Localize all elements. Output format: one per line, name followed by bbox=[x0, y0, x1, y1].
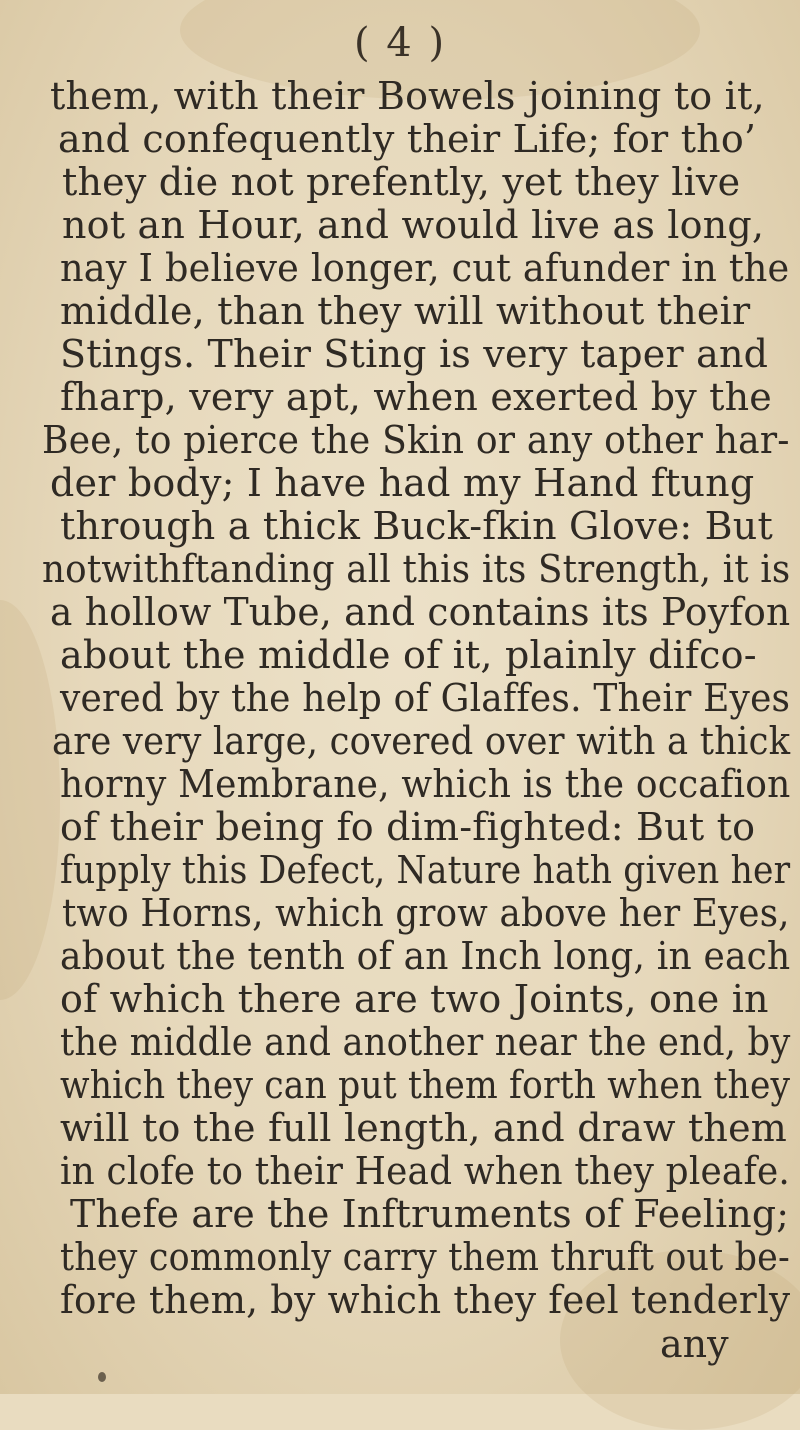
catchword: any bbox=[660, 1322, 729, 1366]
text-line: through a thick Buck-fkin Glove: But bbox=[60, 504, 773, 548]
text-line: horny Membrane, which is the occafion bbox=[60, 762, 791, 806]
text-line: of which there are two Joints, one in bbox=[60, 977, 769, 1021]
text-line: two Horns, which grow above her Eyes, bbox=[62, 891, 790, 935]
text-line: not an Hour, and would live as long, bbox=[62, 203, 765, 247]
text-line: in clofe to their Head when they pleafe. bbox=[60, 1149, 790, 1193]
text-line: are very large, covered over with a thick bbox=[52, 719, 791, 763]
text-line: der body; I have had my Hand ftung bbox=[50, 461, 755, 505]
text-line: a hollow Tube, and contains its Poyfon bbox=[50, 590, 791, 634]
text-line: they die not prefently, yet they live bbox=[62, 160, 741, 204]
text-line: notwithftanding all this its Strength, it is bbox=[42, 547, 791, 591]
text-line: they commonly carry them thruft out be- bbox=[60, 1235, 790, 1279]
text-line: of their being fo dim-fighted: But to bbox=[60, 805, 756, 849]
text-line: nay I believe longer, cut afunder in the bbox=[60, 246, 790, 290]
text-line: about the middle of it, plainly difco- bbox=[60, 633, 757, 677]
text-line: fore them, by which they feel tenderly bbox=[60, 1278, 791, 1322]
text-line: fupply this Defect, Nature hath given her bbox=[60, 848, 791, 892]
text-line: and confequently their Life; for tho’ bbox=[58, 117, 757, 161]
text-line: about the tenth of an Inch long, in each bbox=[60, 934, 791, 978]
text-line: the middle and another near the end, by bbox=[60, 1020, 791, 1064]
text-line: fharp, very apt, when exerted by the bbox=[60, 375, 772, 419]
page-number: ( 4 ) bbox=[353, 20, 447, 66]
text-line: will to the full length, and draw them bbox=[60, 1106, 788, 1150]
text-line: vered by the help of Glaffes. Their Eyes bbox=[60, 676, 791, 720]
text-line: Thefe are the Inftruments of Feeling; bbox=[70, 1192, 790, 1236]
text-line: which they can put them forth when they bbox=[60, 1063, 791, 1107]
ink-speck bbox=[98, 1372, 106, 1382]
text-line: Stings. Their Sting is very taper and bbox=[60, 332, 769, 376]
text-line: Bee, to pierce the Skin or any other har- bbox=[42, 418, 790, 462]
text-line: them, with their Bowels joining to it, bbox=[50, 74, 765, 118]
text-line: middle, than they will without their bbox=[60, 289, 751, 333]
